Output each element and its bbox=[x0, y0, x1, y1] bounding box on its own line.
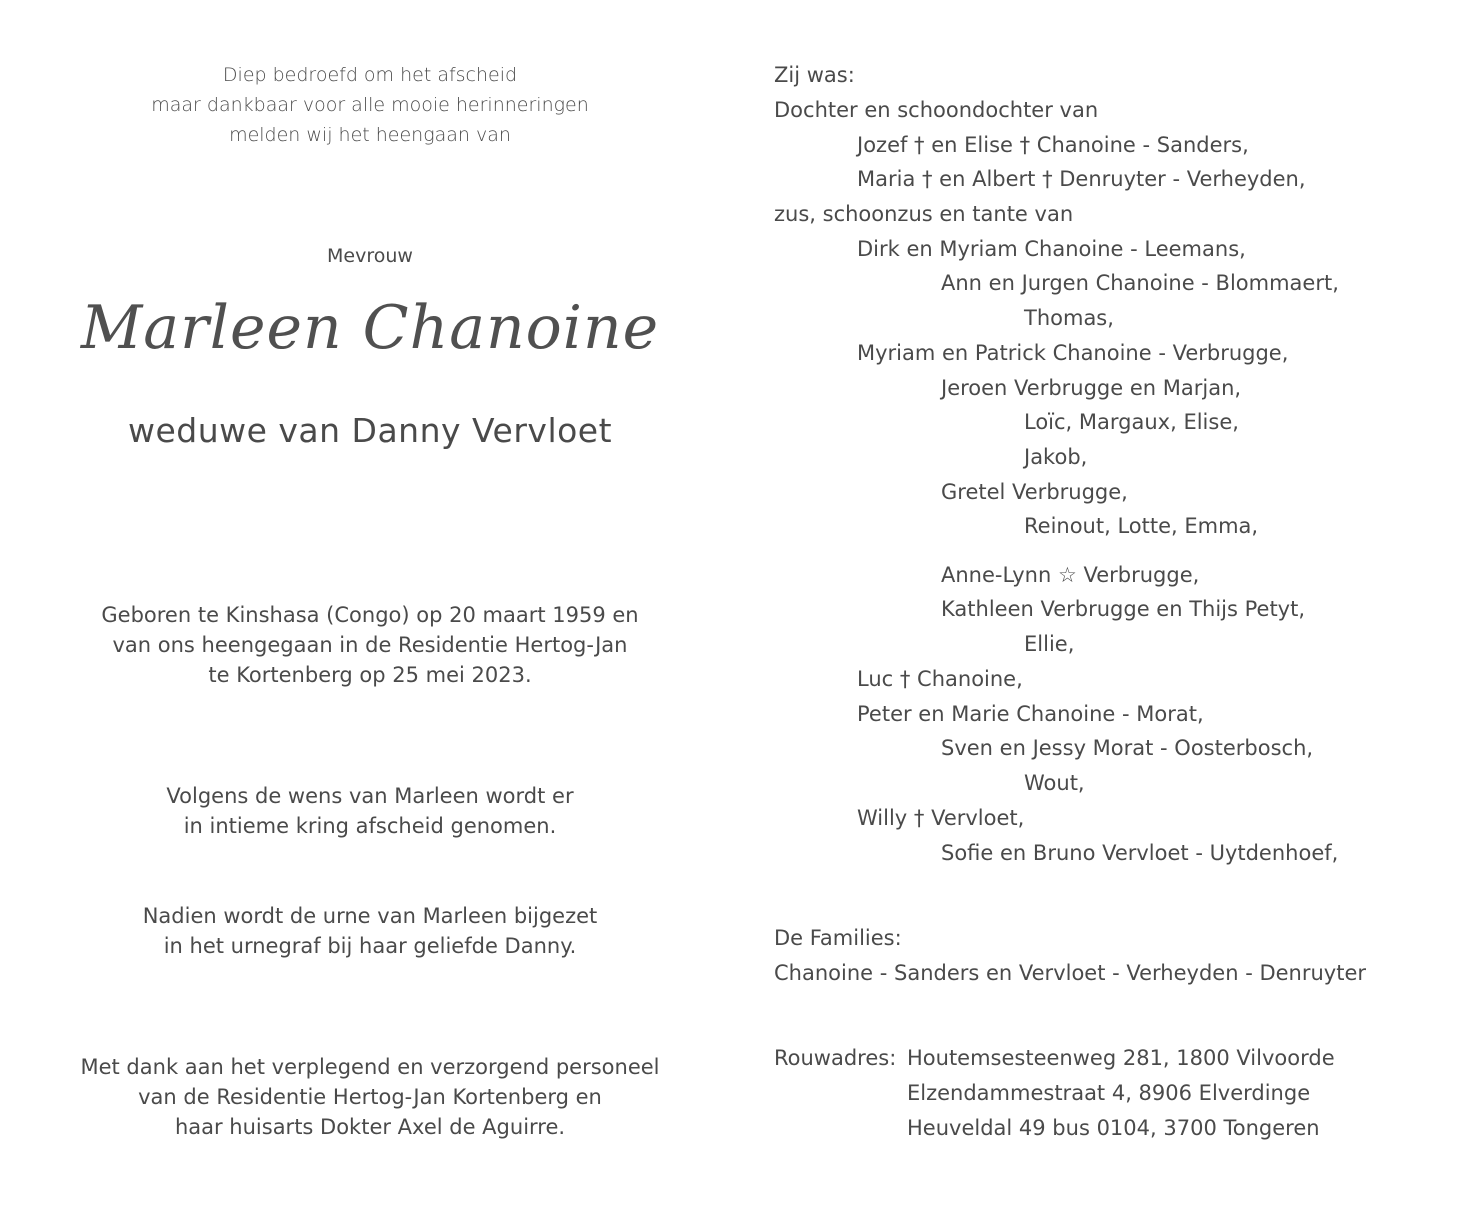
intro-line: melden wij het heengaan van bbox=[229, 124, 511, 146]
family-line: Reinout, Lotte, Emma, bbox=[1024, 514, 1259, 538]
family-line: Kathleen Verbrugge en Thijs Petyt, bbox=[941, 597, 1306, 621]
family-line: Maria † en Albert † Denruyter - Verheyden, bbox=[857, 167, 1306, 191]
family-line: Zij was: bbox=[774, 63, 855, 87]
address-line: Elzendammestraat 4, 8906 Elverdinge bbox=[907, 1081, 1311, 1105]
address-label: Rouwadres: bbox=[774, 1046, 897, 1070]
birth-death-line: van ons heengegaan in de Residentie Hertog-Jan bbox=[112, 633, 628, 657]
family-line: Peter en Marie Chanoine - Morat, bbox=[857, 702, 1204, 726]
family-line: zus, schoonzus en tante van bbox=[774, 202, 1074, 226]
widow-of: weduwe van Danny Vervloet bbox=[127, 411, 613, 450]
birth-death-text bbox=[40, 600, 700, 690]
family-line: Dochter en schoondochter van bbox=[774, 98, 1099, 122]
intro-text bbox=[40, 60, 700, 150]
family-line: Ann en Jurgen Chanoine - Blommaert, bbox=[941, 271, 1339, 295]
families-names: Chanoine - Sanders en Vervloet - Verheyden - Denruyter bbox=[774, 961, 1367, 985]
wish-text bbox=[40, 781, 700, 841]
family-line: Sofie en Bruno Vervloet - Uytdenhoef, bbox=[941, 841, 1339, 865]
family-line: Thomas, bbox=[1024, 306, 1114, 330]
family-line: Willy † Vervloet, bbox=[857, 806, 1025, 830]
family-line: Gretel Verbrugge, bbox=[941, 480, 1128, 504]
families-label: De Families: bbox=[774, 926, 902, 950]
thanks-line: haar huisarts Dokter Axel de Aguirre. bbox=[174, 1115, 566, 1139]
family-line: Anne-Lynn ☆ Verbrugge, bbox=[941, 563, 1200, 587]
urn-line: Nadien wordt de urne van Marleen bijgezet bbox=[142, 904, 598, 928]
family-line: Dirk en Myriam Chanoine - Leemans, bbox=[857, 237, 1246, 261]
family-line: Loïc, Margaux, Elise, bbox=[1024, 410, 1239, 434]
thanks-line: Met dank aan het verplegend en verzorgend personeel bbox=[80, 1055, 660, 1079]
family-line: Jakob, bbox=[1024, 445, 1088, 469]
family-line: Ellie, bbox=[1024, 632, 1075, 656]
wish-line: Volgens de wens van Marleen wordt er bbox=[166, 784, 574, 808]
deceased-name: Marleen Chanoine bbox=[80, 293, 660, 363]
urn-line: in het urnegraf bij haar geliefde Danny. bbox=[163, 934, 577, 958]
intro-line: Diep bedroefd om het afscheid bbox=[222, 64, 518, 86]
address-line: Houtemsesteenweg 281, 1800 Vilvoorde bbox=[907, 1046, 1335, 1070]
intro-line: maar dankbaar voor alle mooie herinneringen bbox=[151, 94, 589, 116]
family-line: Sven en Jessy Morat - Oosterbosch, bbox=[941, 736, 1314, 760]
family-line: Luc † Chanoine, bbox=[857, 667, 1023, 691]
family-line: Wout, bbox=[1024, 771, 1085, 795]
thanks-text bbox=[40, 1052, 700, 1142]
wish-line: in intieme kring afscheid genomen. bbox=[183, 814, 557, 838]
title-prefix: Mevrouw bbox=[327, 245, 413, 267]
family-line: Jeroen Verbrugge en Marjan, bbox=[941, 376, 1242, 400]
thanks-line: van de Residentie Hertog-Jan Kortenberg en bbox=[138, 1085, 602, 1109]
family-line: Jozef † en Elise † Chanoine - Sanders, bbox=[857, 133, 1249, 157]
family-line: Myriam en Patrick Chanoine - Verbrugge, bbox=[857, 341, 1289, 365]
birth-death-line: te Kortenberg op 25 mei 2023. bbox=[208, 663, 532, 687]
urn-text bbox=[40, 901, 700, 961]
birth-death-line: Geboren te Kinshasa (Congo) op 20 maart 1959 en bbox=[101, 603, 639, 627]
address-line: Heuveldal 49 bus 0104, 3700 Tongeren bbox=[907, 1116, 1320, 1140]
